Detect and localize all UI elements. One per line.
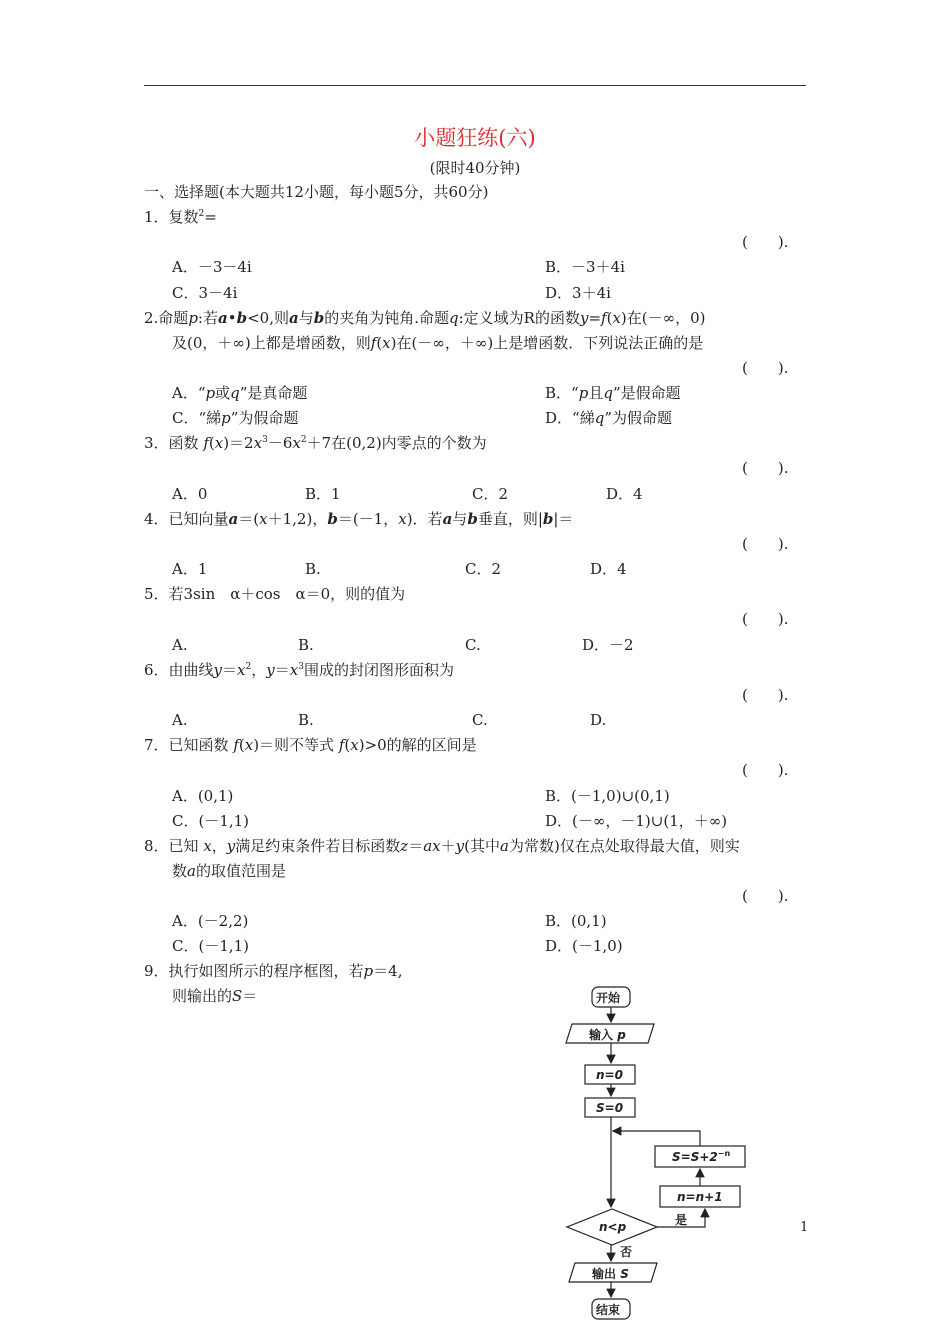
q3-option-c: C．2 — [472, 485, 509, 503]
q2-option-b: B．“p且q”是假命题 — [545, 384, 681, 402]
page-title: 小题狂练(六) — [414, 126, 536, 150]
q1-option-c: C．3－4i — [172, 284, 238, 302]
fc-update-s-label: $S=S+2^{-n}$ — [672, 1149, 731, 1164]
fc-s0-label: S=0 — [596, 1101, 624, 1115]
q8-stem-line1: 8．已知 x，y满足约束条件若目标函数z＝ax＋y(其中a为常数)仅在点处取得最大值，则实 — [144, 837, 740, 855]
q7-option-a: A．(0,1) — [172, 787, 234, 805]
q4-answer: ( ). — [742, 535, 789, 553]
fc-output-label: 输出 S — [592, 1267, 629, 1281]
q7-stem: 7．已知函数 f(x)＝则不等式 f(x)>0的解的区间是 — [144, 736, 477, 754]
q7-option-c: C．(－1,1) — [172, 812, 250, 830]
q2-stem-line1: 2.命题p:若a•b<0,则a与b的夹角为钝角.命题q:定义域为R的函数y=f(x)在(－∞，0) — [144, 309, 706, 327]
q8-answer: ( ). — [742, 887, 789, 905]
q9-stem-line2: 则输出的S＝ — [172, 987, 258, 1005]
program-flowchart — [555, 982, 760, 1322]
q6-option-d: D. — [590, 711, 607, 729]
q2-stem-line2: 及(0，＋∞)上都是增函数，则f(x)在(－∞，＋∞)上是增函数．下列说法正确的是 — [172, 334, 704, 352]
q7-option-d: D．(－∞，－1)∪(1，＋∞) — [545, 812, 728, 830]
q2-option-c: C．“綈p”为假命题 — [172, 409, 299, 427]
q3-answer: ( ). — [742, 459, 789, 477]
q5-answer: ( ). — [742, 610, 789, 628]
q4-option-c: C．2 — [465, 560, 502, 578]
q5-option-a: A. — [172, 636, 188, 654]
q3-option-b: B．1 — [305, 485, 341, 503]
q4-option-b: B. — [305, 560, 321, 578]
q1-stem: 1．复数$^2$= — [144, 208, 217, 226]
q1-option-d: D．3＋4i — [545, 284, 611, 302]
q6-stem: 6．由曲线$y=x^2$，$y=x^3$围成的封闭图形面积为 — [144, 661, 454, 679]
fc-input-label: 输入 p — [589, 1028, 626, 1042]
q2-answer: ( ). — [742, 359, 789, 377]
fc-n0-label: n=0 — [596, 1068, 623, 1082]
q3-option-d: D．4 — [606, 485, 643, 503]
q3-stem: 3．函数 $f(x)=2x^3-6x^2+7$在(0,2)内零点的个数为 — [144, 434, 487, 452]
q2-option-d: D．“綈q”为假命题 — [545, 409, 672, 427]
q8-option-b: B．(0,1) — [545, 912, 607, 930]
q4-option-a: A．1 — [172, 560, 208, 578]
q5-option-d: D．－2 — [582, 636, 634, 654]
q5-option-b: B. — [298, 636, 314, 654]
section-heading: 一、选择题(本大题共12小题，每小题5分，共60分) — [144, 183, 489, 201]
q7-answer: ( ). — [742, 761, 789, 779]
q6-option-b: B. — [298, 711, 314, 729]
q8-option-a: A．(－2,2) — [172, 912, 249, 930]
q9-stem-line1: 9．执行如图所示的程序框图，若p＝4, — [144, 962, 403, 980]
q8-option-d: D．(－1,0) — [545, 937, 623, 955]
q1-answer: ( ). — [742, 233, 789, 251]
fc-yes-label: 是 — [675, 1213, 688, 1227]
q5-stem: 5．若3sin α＋cos α＝0，则的值为 — [144, 585, 406, 603]
fc-start-label: 开始 — [596, 991, 621, 1005]
q4-option-d: D．4 — [590, 560, 627, 578]
header-rule — [144, 85, 806, 86]
q7-option-b: B．(－1,0)∪(0,1) — [545, 787, 670, 805]
q6-option-a: A. — [172, 711, 188, 729]
q1-option-b: B．－3＋4i — [545, 258, 625, 276]
q1-option-a: A．－3－4i — [172, 258, 252, 276]
q3-option-a: A．0 — [172, 485, 208, 503]
q5-option-c: C. — [465, 636, 481, 654]
q8-option-c: C．(－1,1) — [172, 937, 250, 955]
q6-option-c: C. — [472, 711, 488, 729]
fc-condition-label: n<p — [599, 1220, 627, 1234]
q4-stem: 4．已知向量a＝(x＋1,2)，b＝(－1，x)．若a与b垂直，则|b|＝ — [144, 510, 574, 528]
q8-stem-line2: 数a的取值范围是 — [172, 862, 286, 880]
page-number: 1 — [800, 1220, 809, 1235]
fc-no-label: 否 — [620, 1245, 633, 1259]
q6-answer: ( ). — [742, 686, 789, 704]
q2-option-a: A．“p或q”是真命题 — [172, 384, 308, 402]
fc-end-label: 结束 — [596, 1303, 621, 1317]
fc-update-n-label: n=n+1 — [677, 1190, 723, 1204]
page-subtitle: (限时40分钟) — [429, 159, 521, 177]
